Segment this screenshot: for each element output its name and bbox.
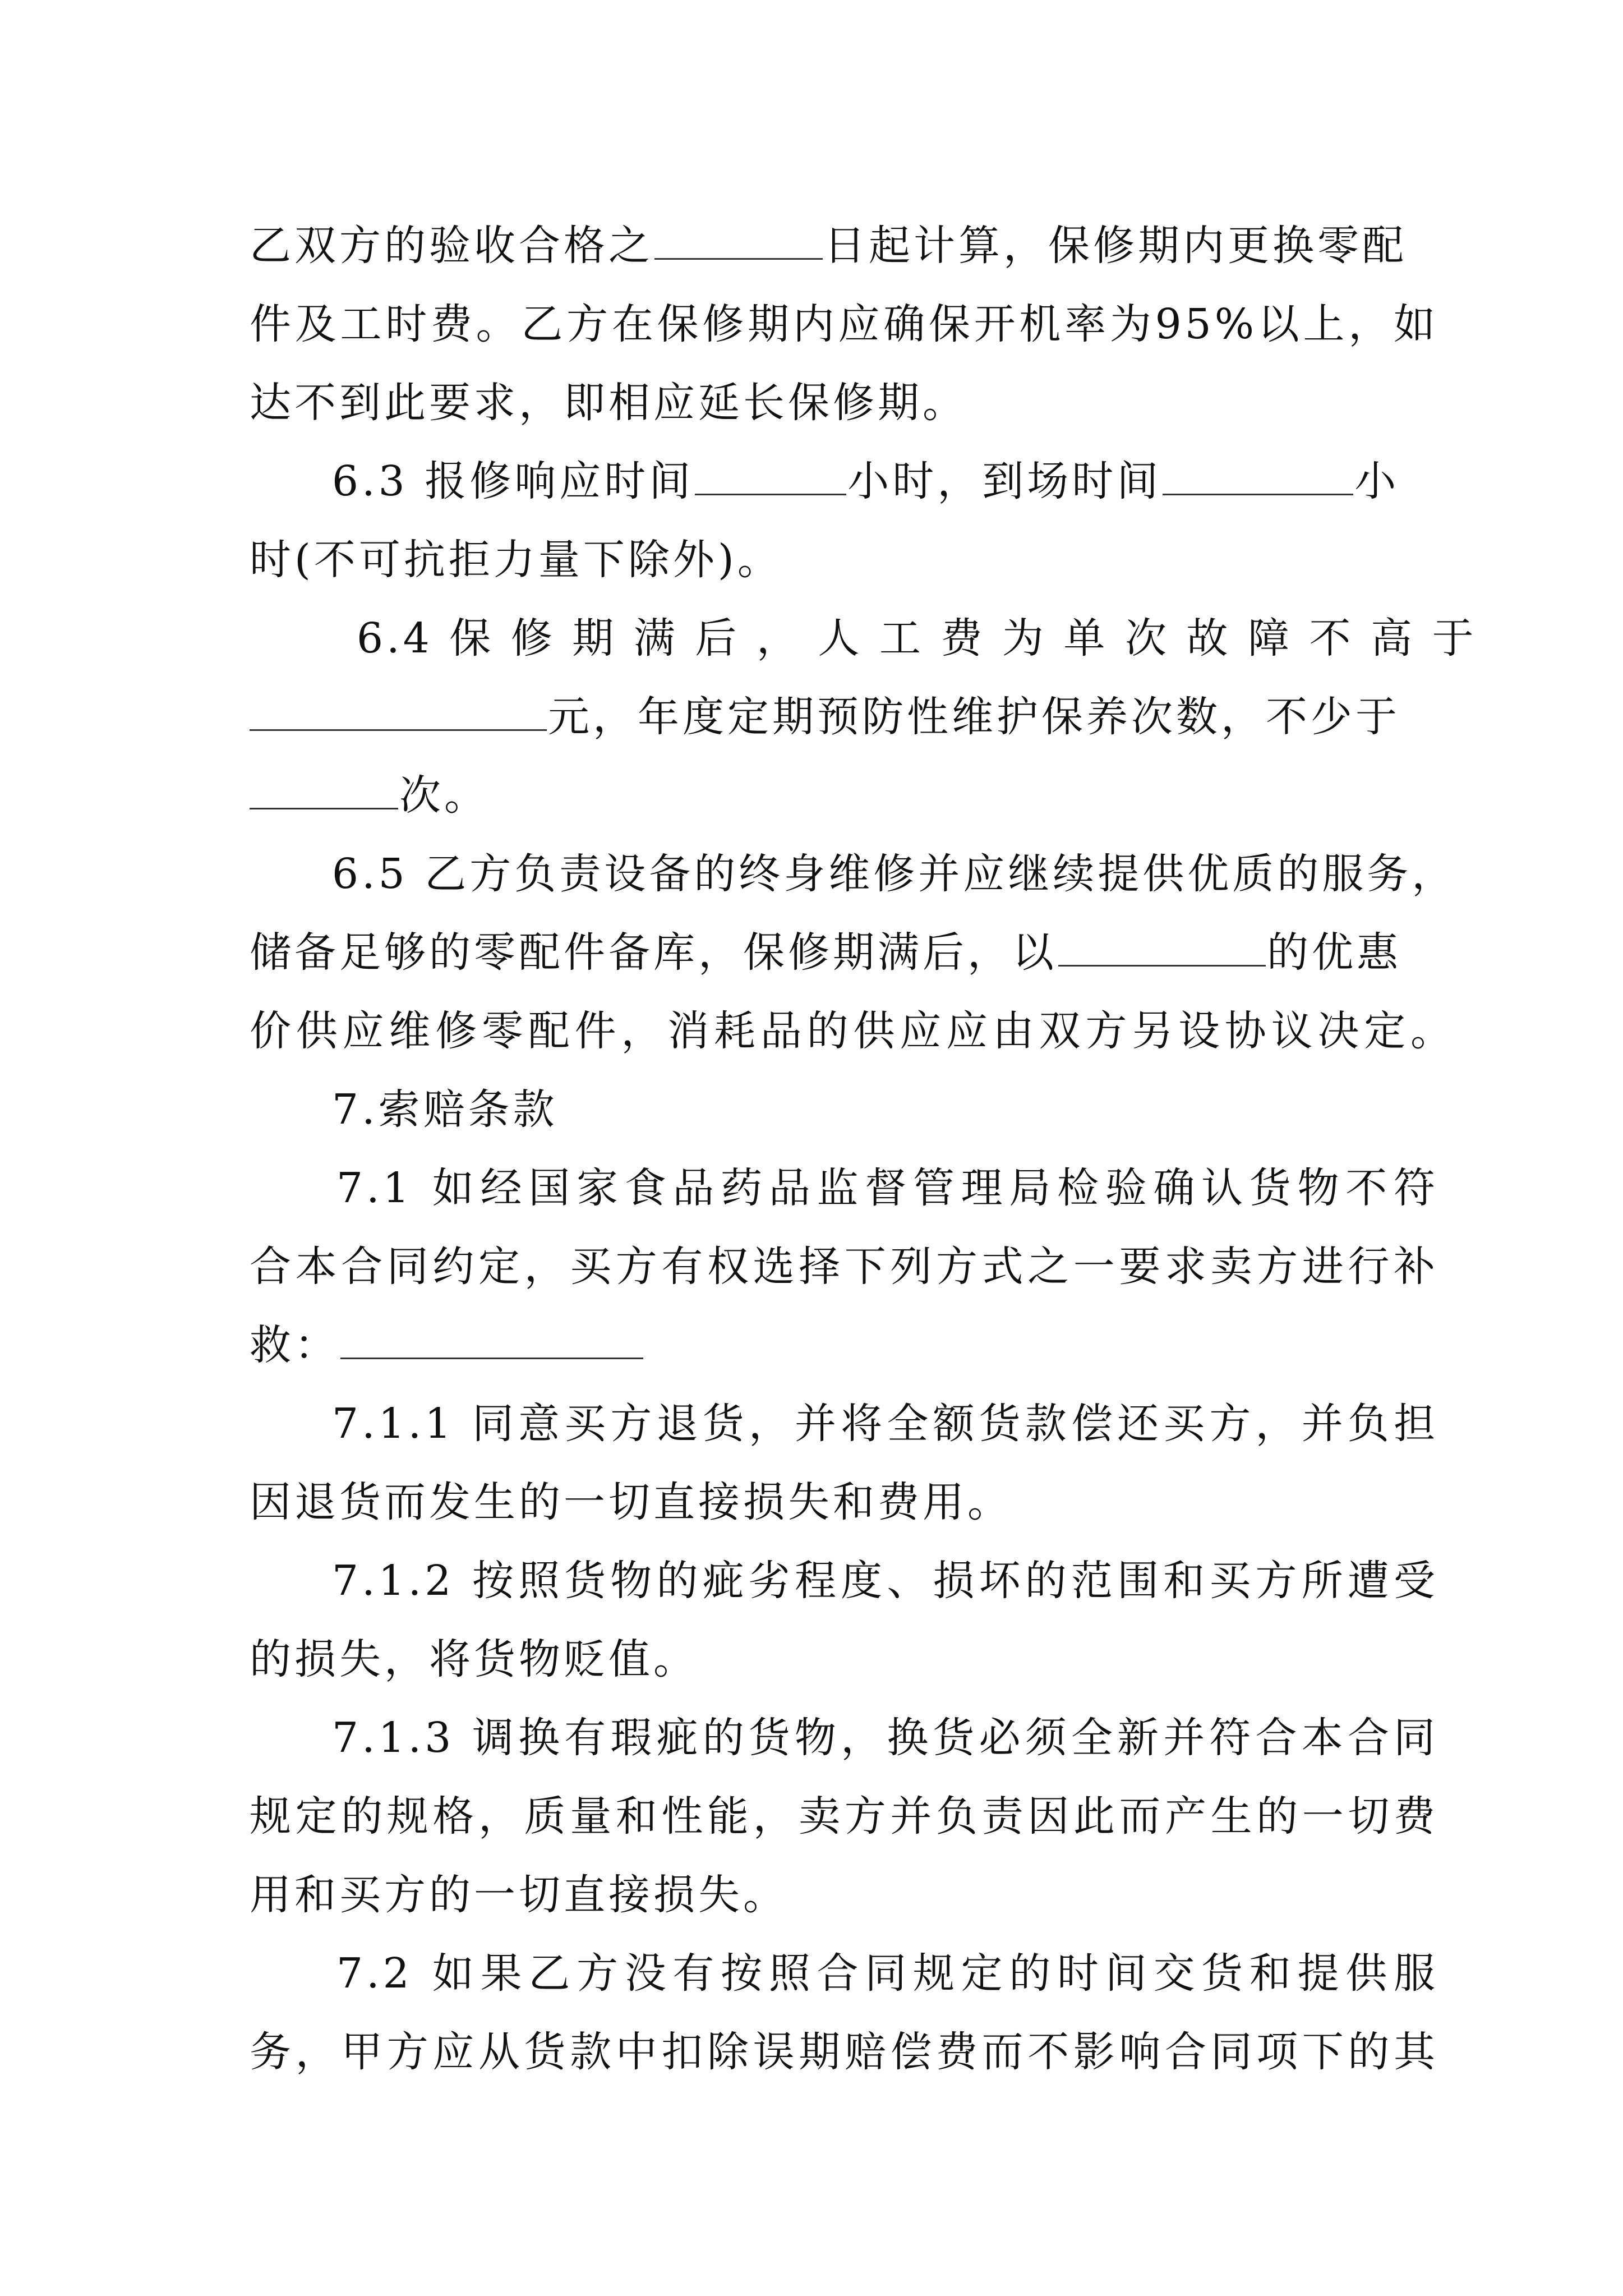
text-line: 合本合同约定，买方有权选择下列方式之一要求卖方进行补 [250,1243,1438,1291]
text-line: 7.1.2 按照货物的疵劣程度、损坏的范围和买方所遭受 [332,1557,1438,1605]
text-line: 6.5 乙方负责设备的终身维修并应继续提供优质的服务， [332,850,1457,898]
fill-blank [1058,929,1266,967]
text-line: 元，年度定期预防性维护保养次数，不少于 [250,689,1438,745]
fill-blank [1163,458,1353,495]
text-line: 规定的规格，质量和性能，卖方并负责因此而产生的一切费 [250,1792,1438,1841]
text-line: 次。 [250,767,1438,823]
fill-blank [250,772,398,809]
text-line: 储备足够的零配件备库，保修期满后，以 的优惠 [250,928,1401,977]
text-line: 的损失，将货物贬值。 [250,1635,698,1683]
text-line: 时(不可抗拒力量下除外)。 [250,536,782,584]
text-line: 达不到此要求，即相应延长保修期。 [250,379,967,427]
text-line: 6.3 报修响应时间 小时，到场时间 小 [332,457,1400,505]
text-line: 7.2 如果乙方没有按照合同规定的时间交货和提供服 [336,1949,1438,1998]
text-line: 7.1.3 调换有瑕疵的货物，换货必须全新并符合本合同 [332,1714,1438,1762]
text-line: 价供应维修零配件，消耗品的供应应由双方另设协议决定。 [250,1007,1455,1055]
text-line: 7.1.1 同意买方退货，并将全额货款偿还买方，并负担 [332,1400,1438,1448]
text-line: 6.4 保 修 期 满 后 ， 人 工 费 为 单 次 故 障 不 高 于 [357,614,1477,662]
fill-blank [250,693,547,731]
fill-blank [340,1322,643,1359]
text-line: 救： [250,1317,1438,1373]
fill-blank [654,222,823,260]
text-line: 用和买方的一切直接损失。 [250,1871,788,1919]
text-line: 件及工时费。乙方在保修期内应确保开机率为95%以上，如 [250,300,1438,348]
text-line: 务，甲方应从货款中扣除误期赔偿费而不影响合同项下的其 [250,2028,1438,2076]
section-heading: 7.索赔条款 [332,1085,558,1134]
text-line: 7.1 如经国家食品药品监督管理局检验确认货物不符 [336,1164,1438,1212]
fill-blank [695,458,846,495]
text-line: 因退货而发生的一切直接损失和费用。 [250,1478,1012,1526]
text-line: 乙双方的验收合格之 日起计算，保修期内更换零配 [250,222,1407,270]
